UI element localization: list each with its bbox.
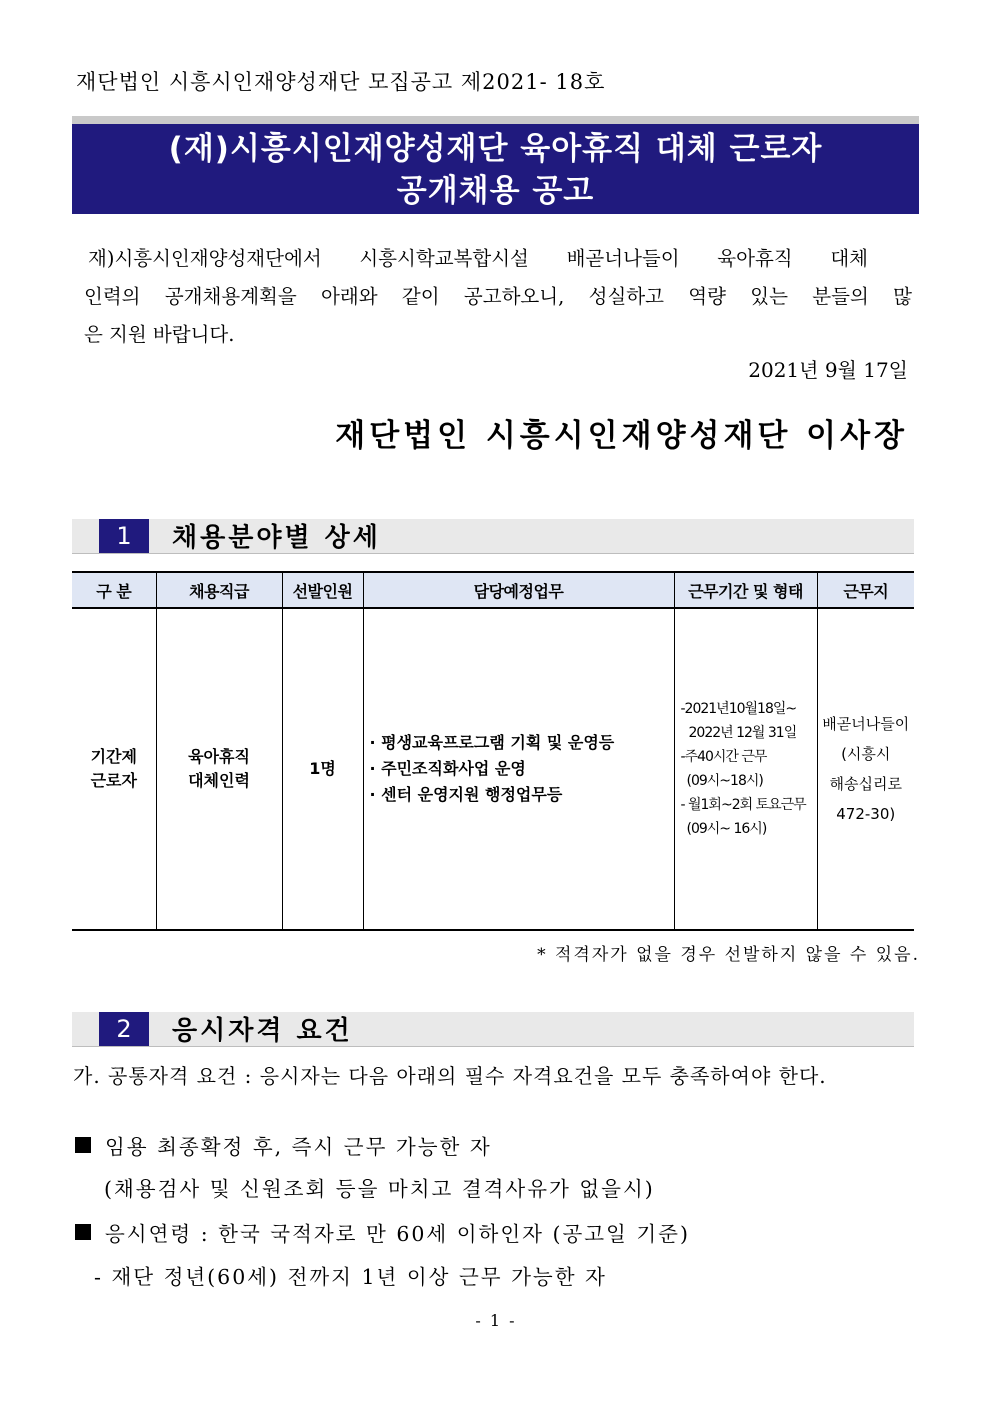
period-line: -주40시간 근무 bbox=[680, 749, 767, 765]
requirement-text: 응시연령 : 한국 국적자로 만 60세 이하인자 (공고일 기준) bbox=[105, 1222, 690, 1246]
period-line: 2022년 12월 31일 bbox=[688, 725, 797, 741]
page-number: - 1 - bbox=[475, 1311, 517, 1330]
intro-line-3: 은 지원 바랍니다. bbox=[84, 323, 235, 346]
place-line: 해송십리로 bbox=[829, 775, 902, 793]
column-header: 근무지 bbox=[817, 572, 914, 608]
square-bullet-icon bbox=[75, 1137, 91, 1153]
requirement-item bbox=[75, 1217, 690, 1247]
section-number: 2 bbox=[99, 1012, 149, 1046]
notice-date: 2021년 9월 17일 bbox=[748, 358, 908, 382]
period-line: -2021년10월18일~ bbox=[680, 701, 797, 717]
signer: 재단법인 시흥시인재양성재단 이사장 bbox=[335, 418, 908, 454]
place-line: (시흥시 bbox=[841, 745, 891, 763]
title-line-1: (재)시흥시인재양성재단 육아휴직 대체 근로자 bbox=[168, 131, 823, 167]
section-2-header bbox=[72, 1012, 914, 1048]
recruitment-table bbox=[72, 571, 914, 931]
section-title: 응시자격 요건 bbox=[172, 1016, 353, 1046]
period-line: (09시~18시) bbox=[686, 773, 763, 789]
period-line: - 월1회~2회 토요근무 bbox=[680, 797, 806, 813]
common-requirements: 가. 공통자격 요건 : 응시자는 다음 아래의 필수 자격요건을 모두 충족하여야 한다. bbox=[73, 1064, 827, 1088]
table-note: * 적격자가 없을 경우 선발하지 않을 수 있음. bbox=[537, 945, 920, 965]
requirement-item bbox=[75, 1130, 492, 1160]
column-header: 담당예정업무 bbox=[363, 572, 674, 608]
table-header-row bbox=[72, 572, 914, 608]
headcount-cell: 1명 bbox=[282, 608, 363, 930]
place-line: 472-30) bbox=[836, 805, 896, 823]
workplace-cell bbox=[817, 608, 914, 930]
column-header: 근무기간 및 형태 bbox=[674, 572, 817, 608]
intro-paragraph bbox=[84, 240, 912, 354]
duty-item: · 주민조직화사업 운영 bbox=[369, 759, 526, 778]
section-1-header bbox=[72, 519, 914, 555]
category-line: 기간제 bbox=[90, 747, 137, 766]
category-cell bbox=[72, 608, 156, 930]
intro-line-1: 재)시흥시인재양성재단에서 시흥시학교복합시설 배곧너나들이 육아휴직 대체 bbox=[88, 247, 868, 270]
table-row bbox=[72, 608, 914, 930]
position-line: 대체인력 bbox=[188, 771, 250, 790]
section-title: 채용분야별 상세 bbox=[172, 523, 381, 553]
column-header: 선발인원 bbox=[282, 572, 363, 608]
requirement-subtext: - 재단 정년(60세) 전까지 1년 이상 근무 가능한 자 bbox=[94, 1265, 607, 1289]
period-line: (09시~ 16시) bbox=[686, 821, 767, 837]
requirement-subtext: (채용검사 및 신원조회 등을 마치고 결격사유가 없을시) bbox=[104, 1177, 655, 1201]
duty-item: · 평생교육프로그램 기획 및 운영등 bbox=[369, 733, 615, 752]
position-line: 육아휴직 bbox=[188, 747, 250, 766]
column-header: 구 분 bbox=[72, 572, 156, 608]
title-line-2: 공개채용 공고 bbox=[396, 173, 595, 209]
section-number: 1 bbox=[99, 519, 149, 553]
intro-line-2: 인력의 공개채용계획을 아래와 같이 공고하오니, 성실하고 역량 있는 분들의 많 bbox=[84, 285, 912, 308]
title-banner bbox=[72, 116, 919, 214]
column-header: 채용직급 bbox=[156, 572, 282, 608]
position-cell bbox=[156, 608, 282, 930]
duties-cell bbox=[363, 608, 674, 930]
notice-number: 재단법인 시흥시인재양성재단 모집공고 제2021- 18호 bbox=[76, 70, 606, 94]
duty-item: · 센터 운영지원 행정업무등 bbox=[369, 785, 563, 804]
place-line: 배곧너나들이 bbox=[822, 715, 910, 733]
category-line: 근로자 bbox=[90, 771, 137, 790]
requirement-text: 임용 최종확정 후, 즉시 근무 가능한 자 bbox=[105, 1135, 492, 1159]
square-bullet-icon bbox=[75, 1224, 91, 1240]
period-cell bbox=[674, 608, 817, 930]
